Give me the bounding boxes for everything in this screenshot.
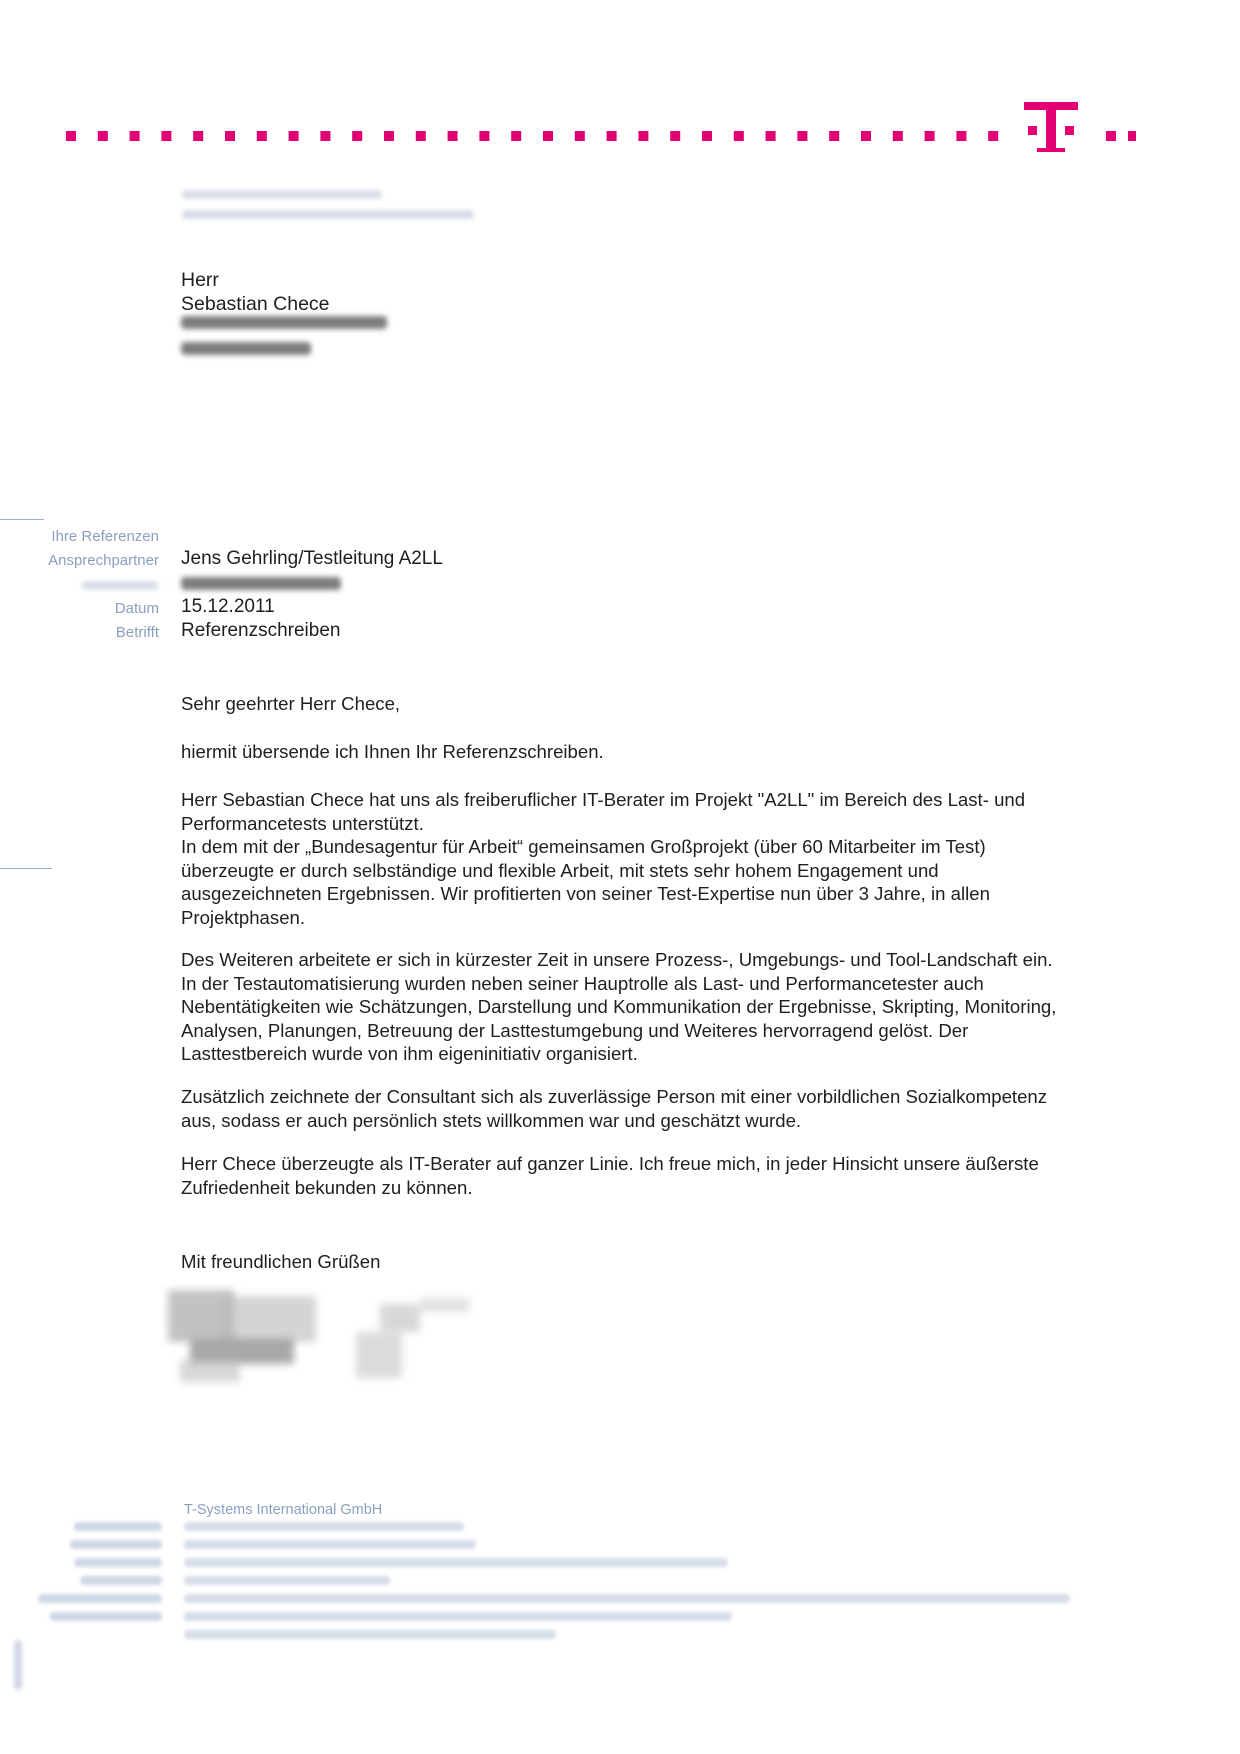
recipient-street-blurred [181, 316, 387, 329]
header-dot [479, 131, 489, 141]
paragraph-line: Zufriedenheit bekunden zu können. [181, 1176, 473, 1198]
header-dot [161, 131, 171, 141]
header-dot [893, 131, 903, 141]
paragraph-line: In der Testautomatisierung wurden neben seiner Hauptrolle als Last- und Performancetester auch [181, 972, 984, 994]
label-ansprechpartner: Ansprechpartner [48, 552, 159, 569]
punch-mark [0, 868, 52, 869]
letter-closing: Mit freundlichen Grüßen [181, 1251, 381, 1272]
header-dot [702, 131, 712, 141]
paragraph-line: Nebentätigkeiten wie Schätzungen, Darstellung und Kommunikation der Ergebnisse, Skripting, Monitoring, [181, 996, 1057, 1017]
header-dot [1128, 131, 1136, 141]
label-durchwahl-blurred [82, 581, 158, 590]
paragraph-line: Herr Sebastian Chece hat uns als freiberuflicher IT-Berater im Projekt "A2LL" im Bereich des Last- und [181, 789, 1026, 810]
header-dotted-line [66, 128, 1136, 144]
paragraph-line: Performancetests unterstützt. [181, 812, 424, 834]
header-dot [448, 131, 458, 141]
header-dot [225, 131, 235, 141]
paragraph-line: Analysen, Planungen, Betreuung der Lasttestumgebung und Weiteres hervorragend gelöst. Der [181, 1019, 969, 1041]
telekom-logo-icon [1020, 100, 1082, 156]
value-ansprechpartner: Jens Gehrling/Testleitung A2LL [181, 548, 443, 569]
recipient-name: Sebastian Chece [181, 293, 330, 315]
header-dot [320, 131, 330, 141]
header-dot [289, 131, 299, 141]
header-dot [607, 131, 617, 141]
label-betrifft: Betrifft [115, 624, 159, 641]
recipient-city-blurred [181, 342, 311, 355]
fold-mark [0, 519, 44, 520]
paragraph-line: aus, sodass er auch persönlich stets willkommen war und geschätzt wurde. [181, 1109, 802, 1131]
label-datum: Datum [114, 600, 159, 617]
header-dot [352, 131, 362, 141]
header-dot [130, 131, 140, 141]
paragraph-line: In dem mit der „Bundesagentur für Arbeit“ gemeinsamen Großprojekt (über 60 Mitarbeiter im Test) [181, 836, 986, 857]
letter-paragraph-1 [181, 788, 1141, 929]
header-dot [66, 131, 76, 141]
header-dot [384, 131, 394, 141]
paragraph-line: Zusätzlich zeichnete der Consultant sich als zuverlässige Person mit einer vorbildlichen Sozialkompetenz [181, 1086, 1048, 1107]
edge-form-code-blurred [14, 1640, 22, 1690]
header-dot [670, 131, 680, 141]
paragraph-line: Projektphasen. [181, 906, 306, 928]
recipient-block [181, 268, 330, 316]
header-dot [98, 131, 108, 141]
header-dot [257, 131, 267, 141]
recipient-salutation: Herr [181, 269, 219, 291]
header-dot [1106, 131, 1116, 141]
paragraph-line: überzeugte er durch selbständige und flexible Arbeit, mit stets sehr hohem Engagement und [181, 859, 939, 881]
letter-greeting: Sehr geehrter Herr Chece, [181, 693, 401, 714]
header-dot [734, 131, 744, 141]
value-phone-blurred [181, 577, 341, 590]
paragraph-line: Des Weiteren arbeitete er sich in kürzester Zeit in unsere Prozess-, Umgebungs- und Tool-Landschaft ein. [181, 949, 1053, 970]
letter-paragraph-3 [181, 1085, 1141, 1132]
letter-paragraph-2 [181, 948, 1141, 1066]
paragraph-line: ausgezeichneten Ergebnissen. Wir profitierten von seiner Test-Expertise nun über 3 Jahre, in allen [181, 883, 990, 904]
value-datum: 15.12.2011 [181, 596, 275, 617]
header-dot [861, 131, 871, 141]
header-dot [511, 131, 521, 141]
header-dot [543, 131, 553, 141]
header-dot [988, 131, 998, 141]
paragraph-line: Lasttestbereich wurde von ihm eigeninitiativ organisiert. [181, 1043, 638, 1064]
header-dot [829, 131, 839, 141]
paragraph-line: Herr Chece überzeugte als IT-Berater auf ganzer Linie. Ich freue mich, in jeder Hinsicht unsere äußerste [181, 1153, 1039, 1174]
value-betrifft: Referenzschreiben [181, 620, 341, 641]
header-dot [416, 131, 426, 141]
sender-address-blurred [182, 190, 382, 199]
footer-company-name: T-Systems International GmbH [184, 1502, 383, 1518]
header-dot [925, 131, 935, 141]
header-dot [956, 131, 966, 141]
header-dot [766, 131, 776, 141]
header-dot [575, 131, 585, 141]
letter-intro: hiermit übersende ich Ihnen Ihr Referenzschreiben. [181, 741, 604, 762]
sender-address-blurred [182, 210, 474, 219]
letter-paragraph-4 [181, 1152, 1141, 1199]
header-dot [193, 131, 203, 141]
header-dot [797, 131, 807, 141]
label-ihre-referenzen: Ihre Referenzen [51, 528, 159, 545]
header-dot [638, 131, 648, 141]
